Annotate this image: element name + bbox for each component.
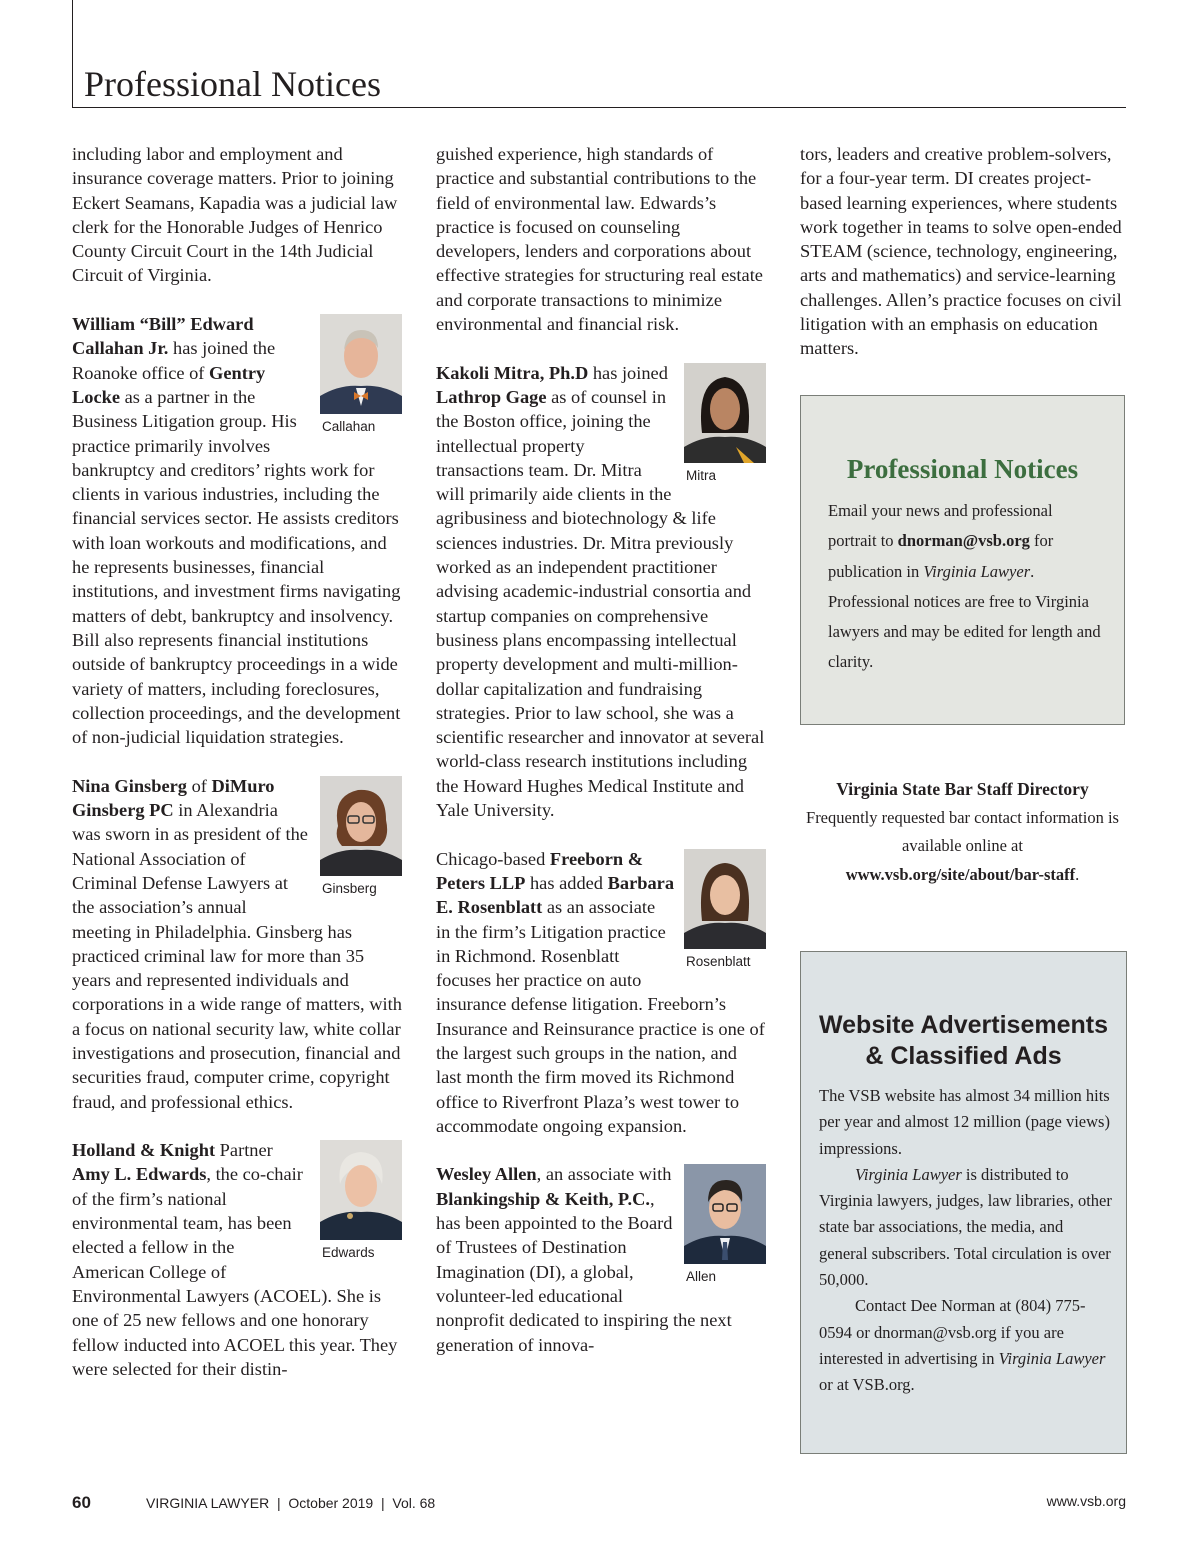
edwards-portrait bbox=[320, 1140, 402, 1240]
gentry-locke-firm: Gentry Locke bbox=[72, 362, 266, 407]
notices-text-3: . Professional notices are free to Virginia lawyers and may be edited for length and clarity. bbox=[828, 561, 1101, 672]
notices-box-title: Professional Notices bbox=[846, 454, 1079, 484]
ads-paragraph-2 bbox=[819, 1162, 1112, 1293]
dimuro-ginsberg-firm: DiMuro Ginsberg PC bbox=[72, 775, 275, 821]
edwards-name: Amy L. Edwards bbox=[72, 1164, 207, 1185]
professional-notices-box bbox=[800, 395, 1125, 725]
staff-directory-link-line bbox=[800, 861, 1125, 890]
freeborn-peters-firm: Freeborn & Peters LLP bbox=[436, 848, 644, 893]
ginsberg-text-1: of bbox=[186, 775, 212, 796]
ginsberg-notice bbox=[72, 774, 402, 1114]
rosenblatt-portrait bbox=[684, 849, 766, 949]
callahan-caption: Callahan bbox=[322, 419, 376, 435]
ads-paragraph-1: The VSB website has almost 34 million hits per year and almost 12 million (page views) impressions. bbox=[819, 1086, 1110, 1158]
lathrop-gage-firm: Lathrop Gage bbox=[436, 386, 547, 407]
staff-directory-title: Virginia State Bar Staff Directory bbox=[836, 779, 1089, 799]
column-2 bbox=[436, 142, 766, 1381]
holland-knight-firm: Holland & Knight bbox=[72, 1140, 216, 1161]
allen-portrait bbox=[684, 1164, 766, 1264]
ads-publication-1: Virginia Lawyer bbox=[855, 1164, 962, 1184]
staff-directory-text: Frequently requested bar contact information is available online at bbox=[806, 807, 1119, 855]
staff-directory-period: . bbox=[1075, 864, 1080, 884]
callahan-portrait bbox=[320, 314, 402, 414]
edwards-notice bbox=[72, 1138, 402, 1381]
rosenblatt-caption: Rosenblatt bbox=[686, 953, 751, 969]
edwards-photo-figure bbox=[320, 1140, 402, 1262]
kapadia-continued-paragraph: including labor and employment and insurance coverage matters. Prior to joining Eckert Seamans, Kapadia was a judicial law clerk for the Honorable Judges of Henrico County Circuit Court in the 14th Judicial Circuit of Virginia. bbox=[72, 144, 398, 286]
advertisements-box bbox=[800, 951, 1127, 1454]
mitra-photo-figure bbox=[684, 363, 766, 485]
edwards-text-1: Partner bbox=[215, 1140, 273, 1161]
mitra-portrait bbox=[684, 363, 766, 463]
ads-publication-2: Virginia Lawyer bbox=[998, 1348, 1106, 1368]
edwards-caption: Edwards bbox=[322, 1245, 375, 1261]
notices-email: dnorman@vsb.org bbox=[897, 531, 1030, 551]
page-number: 60 bbox=[72, 1493, 91, 1512]
footer-website[interactable]: www.vsb.org bbox=[1046, 1493, 1126, 1509]
rosenblatt-text-1: has added bbox=[525, 872, 608, 893]
ginsberg-photo-figure bbox=[320, 776, 402, 898]
allen-notice bbox=[436, 1162, 766, 1356]
callahan-text-2: as a partner in the Business Litigation group. His practice primarily involves bankruptcy and creditors’ rights work for clients in various industries, including the financial services sector. He assists creditors with loan workouts and modifications, and he represents businesses, financial institutions, and investment firms navigating matters of debt, bankruptcy and insolvency. Bill also represents financial institutions outside of bankruptcy proceedings in a wide variety of matters, including foreclosures, collection proceedings, and the development of non-judicial liquidation strategies. bbox=[72, 386, 401, 748]
page-title: Professional Notices bbox=[84, 64, 381, 104]
blankingship-keith-firm: Blankingship & Keith, P.C. bbox=[436, 1188, 650, 1209]
notices-text-2: for publication in bbox=[828, 531, 1054, 581]
staff-directory bbox=[800, 775, 1125, 889]
ginsberg-name: Nina Ginsberg bbox=[72, 775, 187, 796]
callahan-notice bbox=[72, 312, 402, 749]
ginsberg-caption: Ginsberg bbox=[322, 880, 377, 896]
notices-publication: Virginia Lawyer bbox=[923, 561, 1031, 581]
ads-paragraph-2-text: is distributed to Virginia lawyers, judges, law libraries, other state bar associations, the media, and general subscribers. Total circulation is over 50,000. bbox=[819, 1164, 1112, 1290]
allen-text-2: , has been appointed to the Board of Trustees of Destination Imagination (DI), a global, volunteer-led educational nonprofit dedicated to inspiring the next generation of innova- bbox=[436, 1188, 732, 1355]
ads-title-line-2: & Classified Ads bbox=[865, 1042, 1062, 1070]
callahan-name: William “Bill” Edward Callahan Jr. bbox=[72, 314, 254, 359]
rosenblatt-photo-figure bbox=[684, 849, 766, 971]
rosenblatt-text-0: Chicago-based bbox=[436, 848, 550, 869]
allen-continued-paragraph: tors, leaders and creative problem-solvers, for a four-year term. DI creates project-based learning experiences, where students work together in teams to solve open-ended STEAM (science, technology, engineering, arts and mathematics) and service-learning challenges. Allen’s practice focuses on civil litigation with an emphasis on education matters. bbox=[800, 144, 1122, 359]
callahan-photo-figure bbox=[320, 314, 402, 436]
allen-caption: Allen bbox=[686, 1269, 717, 1285]
ads-paragraph-3-text: Contact Dee Norman at (804) 775-0594 or dnorman@vsb.org if you are interested in advertising in bbox=[819, 1296, 1086, 1368]
mitra-name: Kakoli Mitra, Ph.D bbox=[436, 362, 589, 383]
ads-paragraph-3 bbox=[819, 1293, 1112, 1398]
column-1 bbox=[72, 142, 402, 1405]
mitra-text-1: has joined bbox=[588, 362, 668, 383]
mitra-text-2: as of counsel in the Boston office, joining the intellectual property transactions team. Dr. Mitra will primarily aide clients in the agribusiness and biotechnology & life sciences industries. Dr. Mitra previously worked as an independent practitioner advising academic-industrial consortia and startup companies on comprehensive business plans encompassing intellectual property development and multi-million-dollar capitalization and fundraising strategies. Prior to law school, she was a scientific researcher and innovator at several world-class research institutions including the Howard Hughes Medical Institute and Yale University. bbox=[436, 386, 765, 821]
staff-directory-url[interactable]: www.vsb.org/site/about/bar-staff bbox=[845, 864, 1076, 884]
ginsberg-text-2: in Alexandria was sworn in as president of the National Association of Criminal Defense Lawyers at the association’s annual meeting in Philadelphia. Ginsberg has practiced criminal law for more than 35 years and represented individuals and corporations in a wide range of matters, with a focus on national security law, white collar investigations and prosecution, financial and securities fraud, computer crime, copyright fraud, and professional ethics. bbox=[72, 800, 402, 1112]
callahan-text-1: has joined the Roanoke office of bbox=[72, 338, 276, 383]
column-3 bbox=[800, 142, 1128, 385]
ads-paragraph-3-end: or at VSB.org. bbox=[819, 1375, 915, 1395]
allen-text-1: , an associate with bbox=[536, 1164, 672, 1185]
edwards-text-2: , the co-chair of the firm’s national environmental team, has been elected a fellow in the American College of Environmental Lawyers (ACOEL). She is one of 25 new fellows and one honorary fellow inducted into ACOEL this year. They were selected for their distin- bbox=[72, 1164, 398, 1379]
notices-box-body bbox=[828, 496, 1102, 678]
ads-box-body bbox=[819, 1083, 1112, 1399]
rosenblatt-text-2: as an associate in the firm’s Litigation practice in Richmond. Rosenblatt focuses her practice on auto insurance defense litigation. Freeborn’s Insurance and Reinsurance practice is one of the largest such groups in the nation, and last month the firm moved its Richmond office to Riverfront Plaza’s west tower to accommodate ongoing expansion. bbox=[436, 897, 765, 1136]
allen-name: Wesley Allen bbox=[436, 1164, 537, 1185]
header-horizontal-rule bbox=[72, 107, 1126, 108]
mitra-caption: Mitra bbox=[686, 467, 716, 483]
header-vertical-rule bbox=[72, 0, 73, 108]
footer-publication: VIRGINIA LAWYER | October 2019 | Vol. 68 bbox=[146, 1495, 436, 1511]
ads-title-line-1: Website Advertisements bbox=[819, 1011, 1108, 1039]
notices-text-1: Email your news and professional portrait to bbox=[828, 501, 1053, 551]
rosenblatt-notice bbox=[436, 847, 766, 1139]
ginsberg-portrait bbox=[320, 776, 402, 876]
rosenblatt-name: Barbara E. Rosenblatt bbox=[436, 872, 675, 918]
ads-box-title bbox=[801, 1010, 1126, 1072]
allen-photo-figure bbox=[684, 1164, 766, 1286]
mitra-notice bbox=[436, 361, 766, 823]
edwards-continued-paragraph: guished experience, high standards of practice and substantial contributions to the field of environmental law. Edwards’s practice is focused on counseling developers, lenders and corporations about effective strategies for structuring real estate and corporate transactions to minimize environmental and financial risk. bbox=[436, 144, 763, 335]
